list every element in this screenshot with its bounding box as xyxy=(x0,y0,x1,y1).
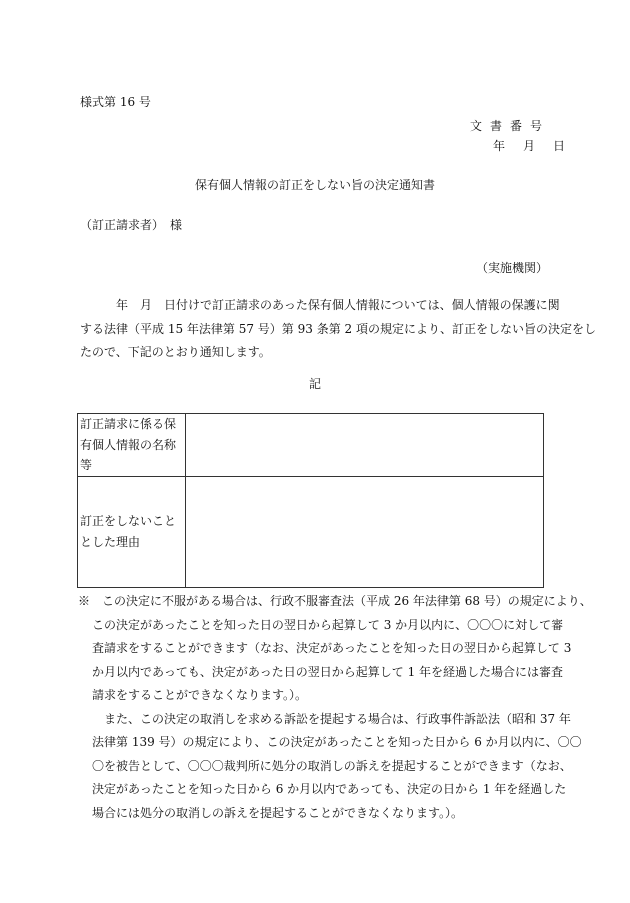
notice-body xyxy=(80,294,596,365)
table-row xyxy=(78,476,544,587)
note-line: 場合には処分の取消しの訴えを提起することができなくなります。）。 xyxy=(92,805,464,820)
notes-section xyxy=(78,590,592,825)
label-line: とした理由 xyxy=(80,534,141,549)
note-line: 〇を被告として、〇〇〇裁判所に処分の取消しの訴えを提起することができます（なお、 xyxy=(92,758,572,773)
table-row xyxy=(78,414,544,477)
note-line: 法律第 139 号）の規定により、この決定があったことを知った日から 6 か月以内に、〇〇 xyxy=(92,735,582,749)
personal-info-name-value[interactable] xyxy=(186,414,544,477)
label-line: 等 xyxy=(80,458,93,472)
document-number: 文書番号 xyxy=(470,119,551,133)
label-line: 有個人情報の名称 xyxy=(80,437,177,452)
body-line: 年 月 日付けで訂正請求のあった保有個人情報については、個人情報の保護に関 xyxy=(80,298,560,312)
note-line: 査請求をすることができます（なお、決定があったことを知った日の翌日から起算して 3 xyxy=(92,641,572,655)
form-number: 様式第 16 号 xyxy=(80,95,151,109)
issuer-organization: （実施機関） xyxy=(475,261,548,275)
reason-label xyxy=(78,476,186,587)
note-line: また、この決定の取消しを求める訴訟を提起する場合は、行政事件訴訟法（昭和 37 年 xyxy=(92,711,571,726)
note-line: 決定があったことを知った日から 6 か月以内であっても、決定の日から 1 年を経過した xyxy=(92,782,567,796)
document-title: 保有個人情報の訂正をしない旨の決定通知書 xyxy=(194,178,435,192)
personal-info-name-label xyxy=(78,414,186,477)
note-line: 請求をすることができなくなります。）。 xyxy=(92,688,308,702)
note-line: か月以内であっても、決定があった日の翌日から起算して 1 年を経過した場合には審査 xyxy=(92,664,564,679)
label-line: 訂正をしないこと xyxy=(80,514,177,528)
ki-heading: 記 xyxy=(308,377,321,391)
reason-value[interactable] xyxy=(186,476,544,587)
label-line: 訂正請求に係る保 xyxy=(80,417,177,431)
body-line: たので、下記のとおり通知します。 xyxy=(80,345,271,359)
body-line: する法律（平成 15 年法律第 57 号）第 93 条第 2 項の規定により、訂正をしない旨の決定をし xyxy=(80,321,596,336)
info-table xyxy=(77,413,544,588)
addressee: （訂正請求者） 様 xyxy=(80,218,183,232)
note-line: この決定があったことを知った日の翌日から起算して 3 か月以内に、〇〇〇に対して審 xyxy=(92,617,564,632)
document-date: 年 月 日 xyxy=(493,139,569,153)
note-line: ※ この決定に不服がある場合は、行政不服審査法（平成 26 年法律第 68 号）の規定により、 xyxy=(78,594,592,608)
